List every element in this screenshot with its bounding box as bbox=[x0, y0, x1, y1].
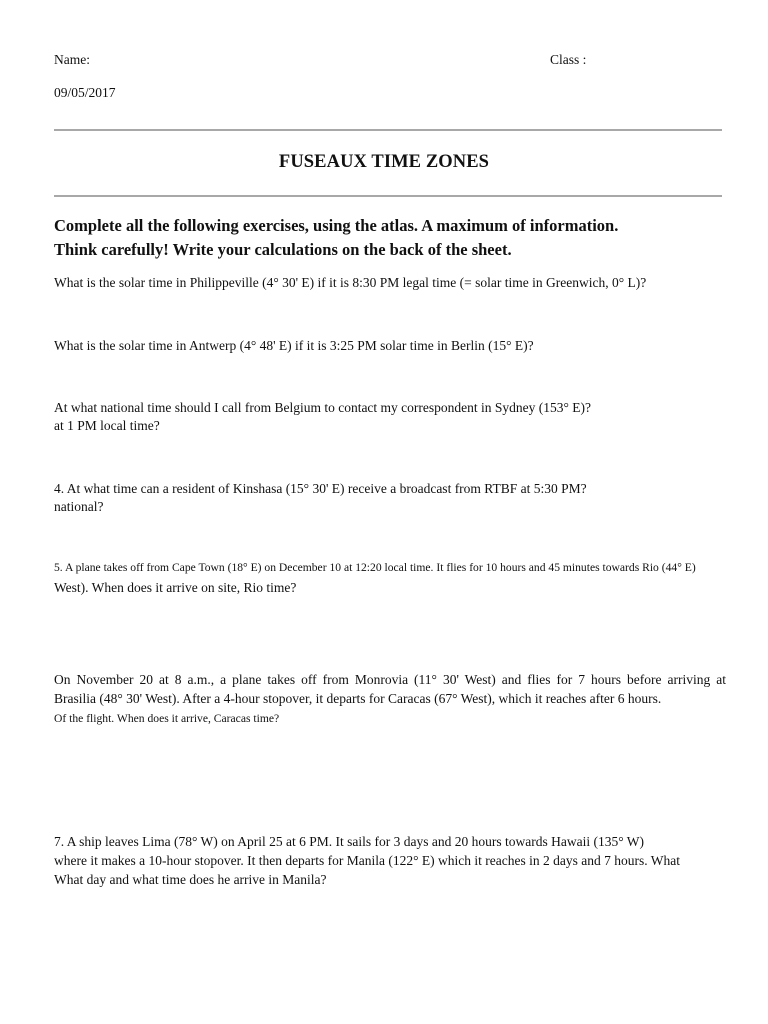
top-divider bbox=[54, 129, 722, 131]
instruction-line-2: Think carefully! Write your calculations on the back of the sheet. bbox=[54, 240, 512, 259]
question-6-line-2: Brasilia (48° 30' West). After a 4-hour stopover, it departs for Caracas (67° West), which it reaches after 6 hours. bbox=[54, 691, 662, 706]
question-2: What is the solar time in Antwerp (4° 48' E) if it is 3:25 PM solar time in Berlin (15° E)? bbox=[54, 338, 534, 353]
date: 09/05/2017 bbox=[54, 85, 116, 100]
bottom-divider bbox=[54, 195, 722, 197]
class-label: Class : bbox=[550, 52, 587, 67]
question-4-line-1: 4. At what time can a resident of Kinshasa (15° 30' E) receive a broadcast from RTBF at 5:30 PM? bbox=[54, 481, 587, 496]
question-6-line-1: On November 20 at 8 a.m., a plane takes off from Monrovia (11° 30' West) and flies for 7 hours before arriving at bbox=[54, 672, 726, 687]
question-5-line-1: 5. A plane takes off from Cape Town (18° E) on December 10 at 12:20 local time. It flies for 10 hours and 45 minutes towards Rio (44° E) bbox=[54, 561, 696, 574]
page-title: FUSEAUX TIME ZONES bbox=[278, 152, 490, 172]
instruction-line-1: Complete all the following exercises, using the atlas. A maximum of information. bbox=[54, 216, 619, 235]
question-3-line-2: at 1 PM local time? bbox=[54, 418, 160, 433]
question-7-line-2: where it makes a 10-hour stopover. It then departs for Manila (122° E) which it reaches in 2 days and 7 hours. What bbox=[54, 853, 680, 868]
question-5-line-2: West). When does it arrive on site, Rio time? bbox=[54, 580, 297, 595]
question-7-line-1: 7. A ship leaves Lima (78° W) on April 25 at 6 PM. It sails for 3 days and 20 hours towards Hawaii (135° W) bbox=[54, 834, 644, 849]
question-7-line-3: What day and what time does he arrive in Manila? bbox=[54, 872, 327, 887]
question-1: What is the solar time in Philippeville (4° 30' E) if it is 8:30 PM legal time (= solar time in Greenwich, 0° L)? bbox=[54, 275, 647, 290]
question-3-line-1: At what national time should I call from Belgium to contact my correspondent in Sydney (153° E)? bbox=[54, 400, 592, 415]
name-label: Name: bbox=[54, 52, 90, 67]
question-6-line-3: Of the flight. When does it arrive, Caracas time? bbox=[54, 712, 280, 725]
question-4-line-2: national? bbox=[54, 499, 104, 514]
